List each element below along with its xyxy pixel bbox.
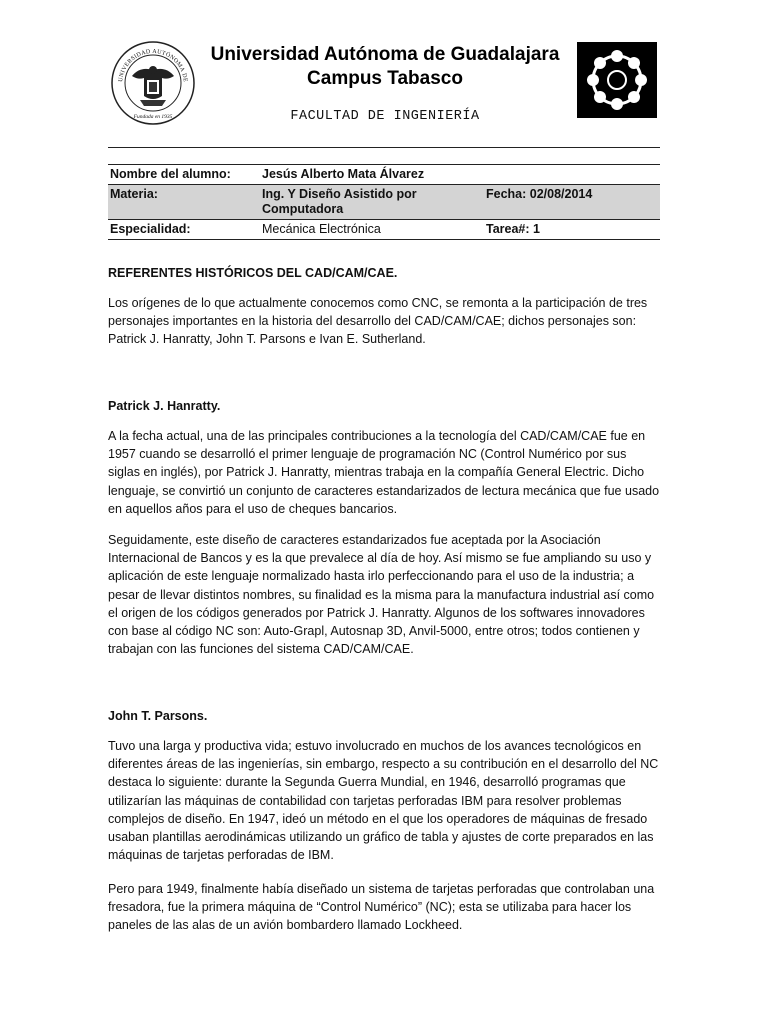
- subject-row: [108, 185, 660, 220]
- hanratty-heading-block: [108, 397, 660, 415]
- parsons-paragraph-1: Tuvo una larga y productiva vida; estuvo involucrado en muchos de los avances tecnológicos en diferentes áreas de las ingenierías, sin embargo, respecto a su contribución en el desarrollo del NC destaca lo siguiente: durante la Segunda Guerra Mundial, en 1946, desarrolló programas que utilizarían las máquinas de contabilidad con tarjetas perforadas IBM para resolver problemas complejos de diseño. En 1947, ideó un método en el que los operadores de máquinas de fresado usaban plantillas aerodinámicas utilizando un gráfico de tabla y ajustes de corte preparados en las máquinas de tarjetas perforadas de IBM.: [108, 739, 659, 863]
- specialty-label: Especialidad:: [108, 220, 260, 240]
- parsons-paragraph-2-block: [108, 880, 660, 935]
- hanratty-paragraph-1-block: [108, 427, 660, 518]
- homework-number: Tarea#: 1: [484, 220, 660, 240]
- svg-text:Fundada en 1935: Fundada en 1935: [133, 114, 173, 120]
- main-heading: REFERENTES HISTÓRICOS DEL CAD/CAM/CAE.: [108, 266, 398, 280]
- student-row: [108, 165, 660, 185]
- parsons-paragraph-1-block: [108, 737, 660, 864]
- parsons-paragraph-2: Pero para 1949, finalmente había diseñado un sistema de tarjetas perforadas que controlaban una fresadora, fue la primera máquina de “Control Numérico” (NC); esta se utilizaba para hacer los paneles de las alas de un avión bombardero llamado Lockheed.: [108, 882, 655, 933]
- hanratty-paragraph-2: Seguidamente, este diseño de caracteres estandarizados fue aceptada por la Asociación Internacional de Bancos y es la que prevalece al día de hoy. Así mismo se fue ampliando su uso y aplicación de este lenguaje normalizado hasta irlo perfeccionando para el uso de la industria; a pesar de llevar distintos nombres, su finalidad es la misma para la manufactura industrial así como el origen de los códigos generados por Patrick J. Hanratty. Algunos de los softwares innovadores con base al código NC son: Auto-Grapl, Autosnap 3D, Anvil-5000, entre otros; todos contienen y trabajan con las funciones del sistema CAD/CAM/CAE.: [108, 533, 655, 657]
- parsons-heading: John T. Parsons.: [108, 709, 208, 723]
- intro-paragraph: Los orígenes de lo que actualmente conocemos como CNC, se remonta a la participación de tres personajes importantes en la historia del desarrollo del CAD/CAM/CAE; dichos personajes son: Patrick J. Hanratty, John T. Parsons e Ivan E. Sutherland.: [108, 296, 648, 347]
- svg-text:UNIVERSIDAD AUTÓNOMA DE GUADAL: UNIVERSIDAD AUTÓNOMA DE: [118, 48, 188, 83]
- date-value: Fecha: 02/08/2014: [484, 185, 660, 220]
- hanratty-paragraph-1: A la fecha actual, una de las principales contribuciones a la tecnología del CAD/CAM/CAE fue en 1957 cuando se desarrolló el primer lenguaje de programación NC (Control Numérico por sus siglas en inglés), por Patrick J. Hanratty, mientras trabaja en la compañía General Electric. Dicho lenguaje, se convirtió un conjunto de caracteres estandarizados de lectura mecánica que fue usado en aquellos años para el uso de cheques bancarios.: [108, 429, 660, 516]
- header-divider: [108, 147, 660, 148]
- intro-paragraph-block: [108, 294, 660, 349]
- specialty-row: [108, 220, 660, 240]
- specialty-value: Mecánica Electrónica: [260, 220, 484, 240]
- subject-value: Ing. Y Diseño Asistido por Computadora: [260, 185, 484, 220]
- student-value: Jesús Alberto Mata Álvarez: [260, 165, 660, 185]
- campus-logo: [577, 42, 657, 118]
- hanratty-heading: Patrick J. Hanratty.: [108, 399, 221, 413]
- parsons-heading-block: [108, 707, 660, 725]
- campus-name: Campus Tabasco: [307, 68, 463, 89]
- university-seal-logo: [110, 40, 196, 126]
- student-info-table: [108, 164, 660, 240]
- student-label: Nombre del alumno:: [108, 165, 260, 185]
- subject-label: Materia:: [108, 185, 260, 220]
- faculty-name: FACULTAD DE INGENIERÍA: [290, 109, 480, 124]
- hanratty-paragraph-2-block: [108, 531, 660, 658]
- main-heading-block: [108, 264, 660, 282]
- university-name: Universidad Autónoma de Guadalajara: [210, 44, 560, 65]
